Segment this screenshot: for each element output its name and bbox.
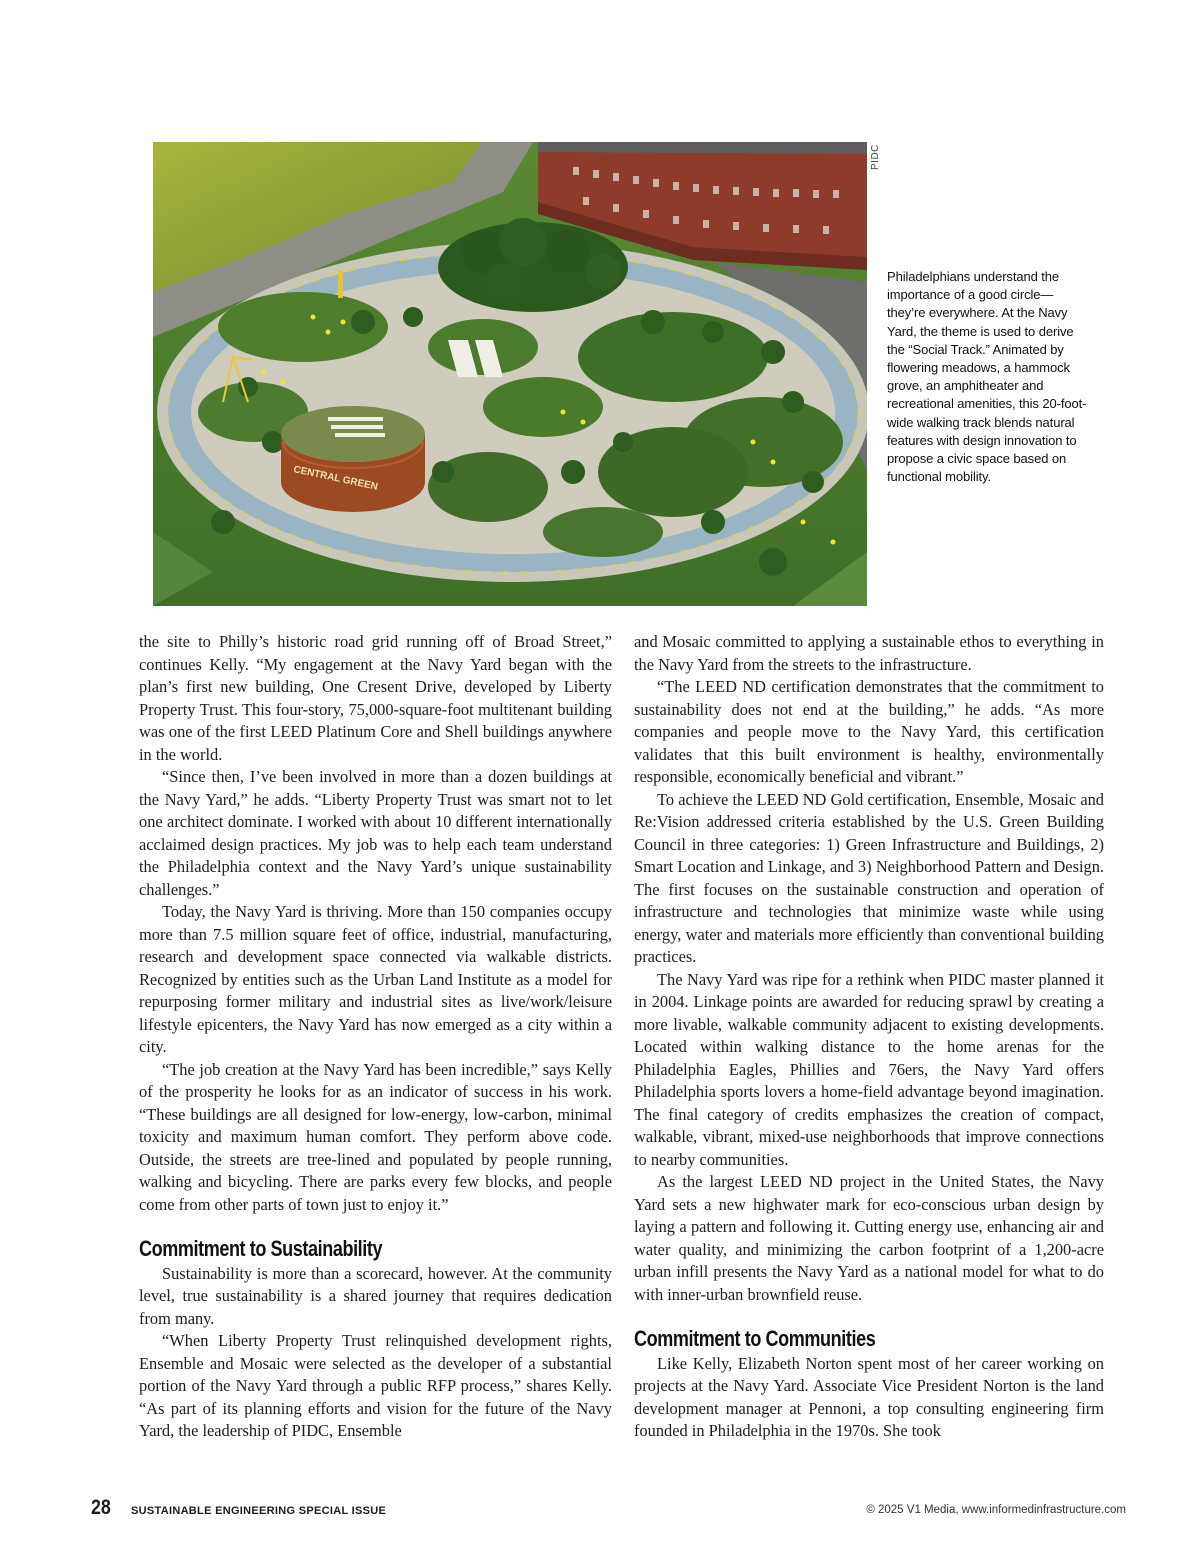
aerial-photo xyxy=(153,142,867,606)
issue-title: SUSTAINABLE ENGINEERING SPECIAL ISSUE xyxy=(131,1505,387,1517)
right-column xyxy=(634,631,1104,1443)
body-paragraph: Sustainability is more than a scorecard, however. At the community level, true sustainability is a shared journey that requires dedication from many. xyxy=(139,1263,612,1328)
page-number: 28 xyxy=(91,1496,111,1519)
body-paragraph: “Since then, I’ve been involved in more than a dozen buildings at the Navy Yard,” he adds. “Liberty Property Trust was smart not to let one architect dominate. I worked with about 10 different internationally acclaimed design practices. My job was to help each team understand the Philadelphia context and the Navy Yard’s unique sustainability challenges.” xyxy=(139,767,612,899)
body-paragraph: The Navy Yard was ripe for a rethink when PIDC master planned it in 2004. Linkage points are awarded for reducing sprawl by creating a more livable, walkable community adjacent to existing developments. Located within walking distance to the home arenas for the Philadelphia Eagles, Phillies and 76ers, the Navy Yard offers Philadelphia sports lovers a home-field advantage beyond imagination. The final category of credits emphasizes the creation of compact, walkable, vibrant, mixed-use neighborhoods that improve connections to nearby communities. xyxy=(634,969,1104,1169)
footer-folio xyxy=(91,1496,386,1522)
section-heading-sustainability: Commitment to Sustainability xyxy=(139,1236,383,1261)
body-paragraph: and Mosaic committed to applying a sustainable ethos to everything in the Navy Yard from the streets to the infrastructure. xyxy=(634,632,1104,674)
copyright-notice: © 2025 V1 Media, www.informedinfrastructure.com xyxy=(866,1504,1126,1516)
left-column xyxy=(139,631,612,1443)
aerial-photo-illustration xyxy=(153,142,867,606)
body-paragraph: “When Liberty Property Trust relinquished development rights, Ensemble and Mosaic were selected as the developer of a substantial portion of the Navy Yard through a public RFP process,” shares Kelly. “As part of its planning efforts and vision for the future of the Navy Yard, the leadership of PIDC, Ensemble xyxy=(139,1331,612,1440)
body-paragraph: To achieve the LEED ND Gold certification, Ensemble, Mosaic and Re:Vision addressed criteria established by the U.S. Green Building Council in three categories: 1) Green Infrastructure and Buildings, 2) Smart Location and Linkage, and 3) Neighborhood Pattern and Design. The first focuses on the sustainable construction and operation of infrastructure and technologies that minimize waste while using energy, water and materials more efficiently than conventional building practices. xyxy=(634,789,1104,966)
body-paragraph: “The job creation at the Navy Yard has been incredible,” says Kelly of the prosperity he looks for as an indicator of success in his work. “These buildings are all designed for low-energy, low-carbon, minimal toxicity and maximum human comfort. They perform above code. Outside, the streets are tree-lined and populated by people running, walking and bicycling. There are parks every few blocks, and people come from other parts of town just to enjoy it.” xyxy=(139,1059,612,1214)
body-paragraph: Like Kelly, Elizabeth Norton spent most of her career working on projects at the Navy Yard. Associate Vice President Norton is the land development manager at Pennoni, a top consulting engineering firm founded in Philadelphia in the 1970s. She took xyxy=(634,1353,1104,1440)
body-paragraph: the site to Philly’s historic road grid running off of Broad Street,” continues Kelly. “My engagement at the Navy Yard began with the plan’s first new building, One Cresent Drive, developed by Liberty Property Trust. This four-story, 75,000-square-foot multitenant building was one of the first LEED Platinum Core and Shell buildings anywhere in the world. xyxy=(139,632,612,764)
central-green-sign: CENTRAL GREEN xyxy=(292,464,379,493)
body-paragraph: As the largest LEED ND project in the United States, the Navy Yard sets a new highwater mark for eco-conscious urban design by laying a pattern and following it. Cutting energy use, enhancing air and water quality, and minimizing the carbon footprint of a 1,200-acre urban infill presents the Navy Yard as a national model for what to do with inner-urban brownfield reuse. xyxy=(634,1172,1104,1304)
photo-caption: Philadelphians understand the importance of a good circle—they’re everywhere. At the Navy Yard, the theme is used to derive the “Social Track.” Animated by flowering meadows, a hammock grove, an amphitheater and recreational amenities, this 20-foot-wide walking track blends natural features with design innovation to propose a civic space based on functional mobility. xyxy=(887,269,1087,485)
photo-credit: PIDC xyxy=(870,144,881,170)
body-paragraph: Today, the Navy Yard is thriving. More than 150 companies occupy more than 7.5 million square feet of office, industrial, manufacturing, research and development space connected via walkable districts. Recognized by entities such as the Urban Land Institute as a model for repurposing former military and industrial sites as live/work/leisure lifestyle epicenters, the Navy Yard has now emerged as a city within a city. xyxy=(139,902,612,1056)
section-heading-communities: Commitment to Communities xyxy=(634,1326,876,1351)
body-paragraph: “The LEED ND certification demonstrates that the commitment to sustainability does not end at the building,” he adds. “As more companies and people move to the Navy Yard, this certification validates that this built environment is healthy, environmentally responsible, economically beneficial and vibrant.” xyxy=(634,677,1104,786)
